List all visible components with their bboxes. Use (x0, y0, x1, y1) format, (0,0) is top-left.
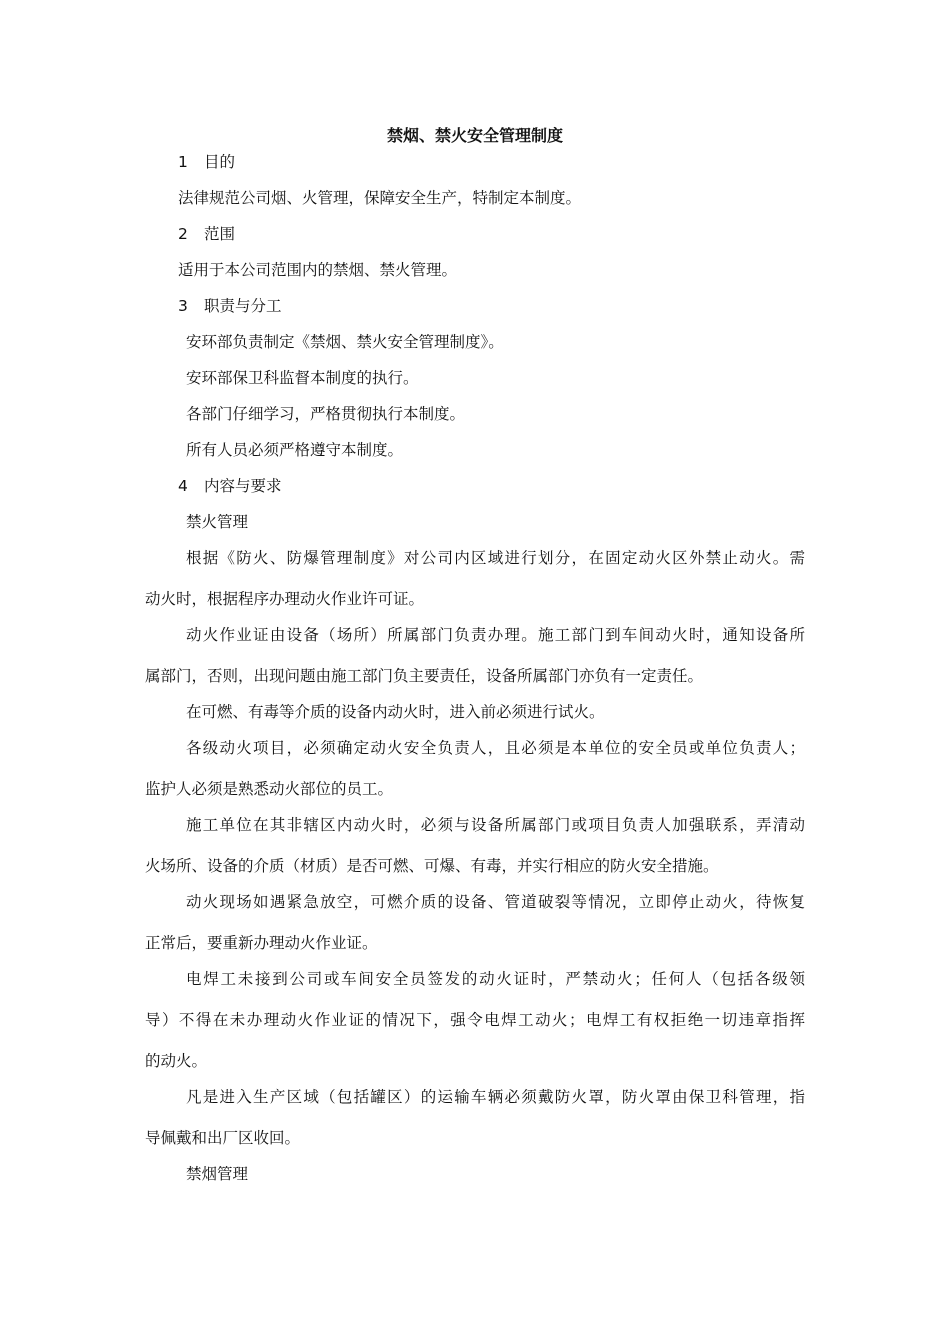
paragraph-line: 在可燃、有毒等介质的设备内动火时，进入前必须进行试火。 (186, 703, 605, 721)
section-title: 目的 (204, 153, 236, 171)
section-number: 1 (178, 153, 188, 171)
responsibility-item: 所有人员必须严格遵守本制度。 (186, 441, 404, 459)
paragraph-line: 施工单位在其非辖区内动火时，必须与设备所属部门或项目负责人加强联系，弄清动 (186, 816, 805, 834)
paragraph-line: 动火时，根据程序办理动火作业许可证。 (145, 590, 425, 608)
paragraph-line: 各级动火项目，必须确定动火安全负责人，且必须是本单位的安全员或单位负责人； (186, 739, 805, 757)
section-title: 职责与分工 (204, 297, 282, 315)
section-title: 范围 (204, 225, 236, 243)
paragraph-line: 的动火。 (145, 1052, 208, 1070)
paragraph-line: 凡是进入生产区域（包括罐区）的运输车辆必须戴防火罩，防火罩由保卫科管理，指 (186, 1088, 805, 1106)
responsibility-item: 安环部负责制定《禁烟、禁火安全管理制度》。 (186, 333, 504, 351)
paragraph-line: 监护人必须是熟悉动火部位的员工。 (145, 780, 394, 798)
paragraph-line: 导）不得在未办理动火作业证的情况下，强令电焊工动火；电焊工有权拒绝一切违章指挥 (145, 1011, 805, 1029)
subsection-fire-management: 禁火管理 (186, 513, 249, 531)
subsection-smoking-management: 禁烟管理 (186, 1165, 249, 1183)
section-2-text: 适用于本公司范围内的禁烟、禁火管理。 (178, 261, 458, 279)
paragraph-line: 属部门，否则，出现问题由施工部门负主要责任，设备所属部门亦负有一定责任。 (145, 667, 704, 685)
section-number: 3 (178, 297, 188, 315)
paragraph-line: 动火作业证由设备（场所）所属部门负责办理。施工部门到车间动火时，通知设备所 (186, 626, 805, 644)
paragraph-line: 根据《防火、防爆管理制度》对公司内区域进行划分，在固定动火区外禁止动火。需 (186, 549, 805, 567)
section-title: 内容与要求 (204, 477, 282, 495)
paragraph-line: 电焊工未接到公司或车间安全员签发的动火证时，严禁动火；任何人（包括各级领 (186, 970, 805, 988)
section-number: 2 (178, 225, 188, 243)
paragraph-line: 正常后，要重新办理动火作业证。 (145, 934, 378, 952)
section-4-heading (178, 475, 282, 497)
section-1-text: 法律规范公司烟、火管理，保障安全生产，特制定本制度。 (178, 189, 582, 207)
paragraph-line: 导佩戴和出厂区收回。 (145, 1129, 301, 1147)
document-title: 禁烟、禁火安全管理制度 (386, 126, 563, 145)
section-1-heading (178, 151, 235, 173)
responsibility-item: 安环部保卫科监督本制度的执行。 (186, 369, 419, 387)
section-3-heading (178, 295, 282, 317)
paragraph-line: 火场所、设备的介质（材质）是否可燃、可爆、有毒，并实行相应的防火安全措施。 (145, 857, 719, 875)
section-number: 4 (178, 477, 188, 495)
responsibility-item: 各部门仔细学习，严格贯彻执行本制度。 (186, 405, 466, 423)
paragraph-line: 动火现场如遇紧急放空，可燃介质的设备、管道破裂等情况，立即停止动火，待恢复 (186, 893, 805, 911)
section-2-heading (178, 223, 235, 245)
